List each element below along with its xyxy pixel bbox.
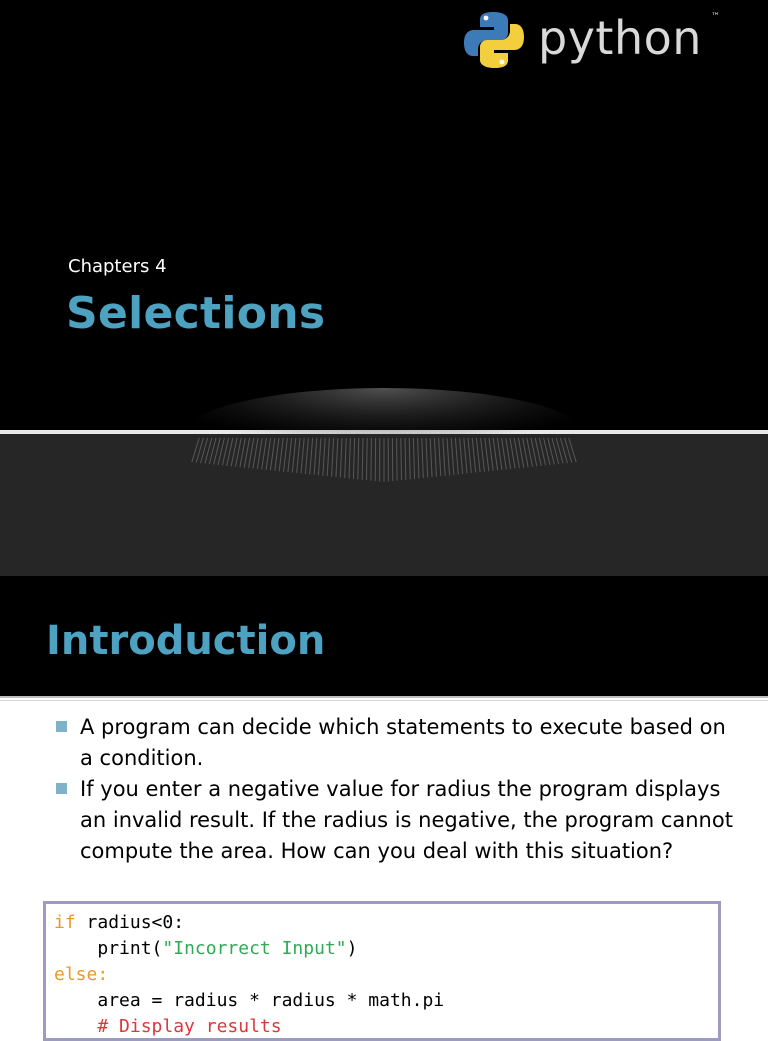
code-line-4 xyxy=(54,990,444,1011)
code-text: area = radius * radius * math.pi xyxy=(97,990,444,1011)
code-text: radius<0: xyxy=(76,912,184,933)
code-line-2 xyxy=(54,938,357,959)
code-line-5 xyxy=(54,1016,282,1037)
bullet-item xyxy=(56,712,736,774)
intro-title: Introduction xyxy=(46,618,325,664)
header-divider-thin xyxy=(0,700,768,701)
python-logo xyxy=(462,6,732,76)
stripe-line xyxy=(397,438,398,481)
trademark-symbol: ™ xyxy=(711,12,720,22)
stripe-line xyxy=(367,438,368,480)
title-slide xyxy=(0,0,768,430)
bullet-list xyxy=(56,712,736,867)
slide-title: Selections xyxy=(66,288,325,339)
square-bullet-icon xyxy=(56,783,67,794)
bullet-item xyxy=(56,774,736,867)
square-bullet-icon xyxy=(56,721,67,732)
keyword: if xyxy=(54,912,76,933)
decorative-pattern xyxy=(0,434,768,576)
code-indent xyxy=(54,1016,97,1037)
header-divider xyxy=(0,696,768,698)
bullet-text: If you enter a negative value for radius the program displays an invalid result. If the radius is negative, the program cannot compute the area. How can you deal with this situation? xyxy=(80,777,733,863)
code-line-3 xyxy=(54,964,108,985)
chapter-subtitle: Chapters 4 xyxy=(68,256,167,277)
python-logo-icon xyxy=(462,8,526,72)
stripe-line xyxy=(401,438,402,480)
code-comment: # Display results xyxy=(97,1016,281,1037)
python-wordmark: python xyxy=(538,8,702,68)
code-indent xyxy=(54,938,97,959)
bullet-text: A program can decide which statements to execute based on a condition. xyxy=(80,715,726,770)
code-listing xyxy=(54,910,444,1040)
stripe-line xyxy=(371,438,372,481)
string-literal: "Incorrect Input" xyxy=(162,938,346,959)
code-line-1 xyxy=(54,912,184,933)
code-block xyxy=(43,901,721,1041)
code-text: print( xyxy=(97,938,162,959)
code-indent xyxy=(54,990,97,1011)
slide-footer-band xyxy=(0,434,768,576)
code-text: ) xyxy=(347,938,358,959)
keyword: else: xyxy=(54,964,108,985)
